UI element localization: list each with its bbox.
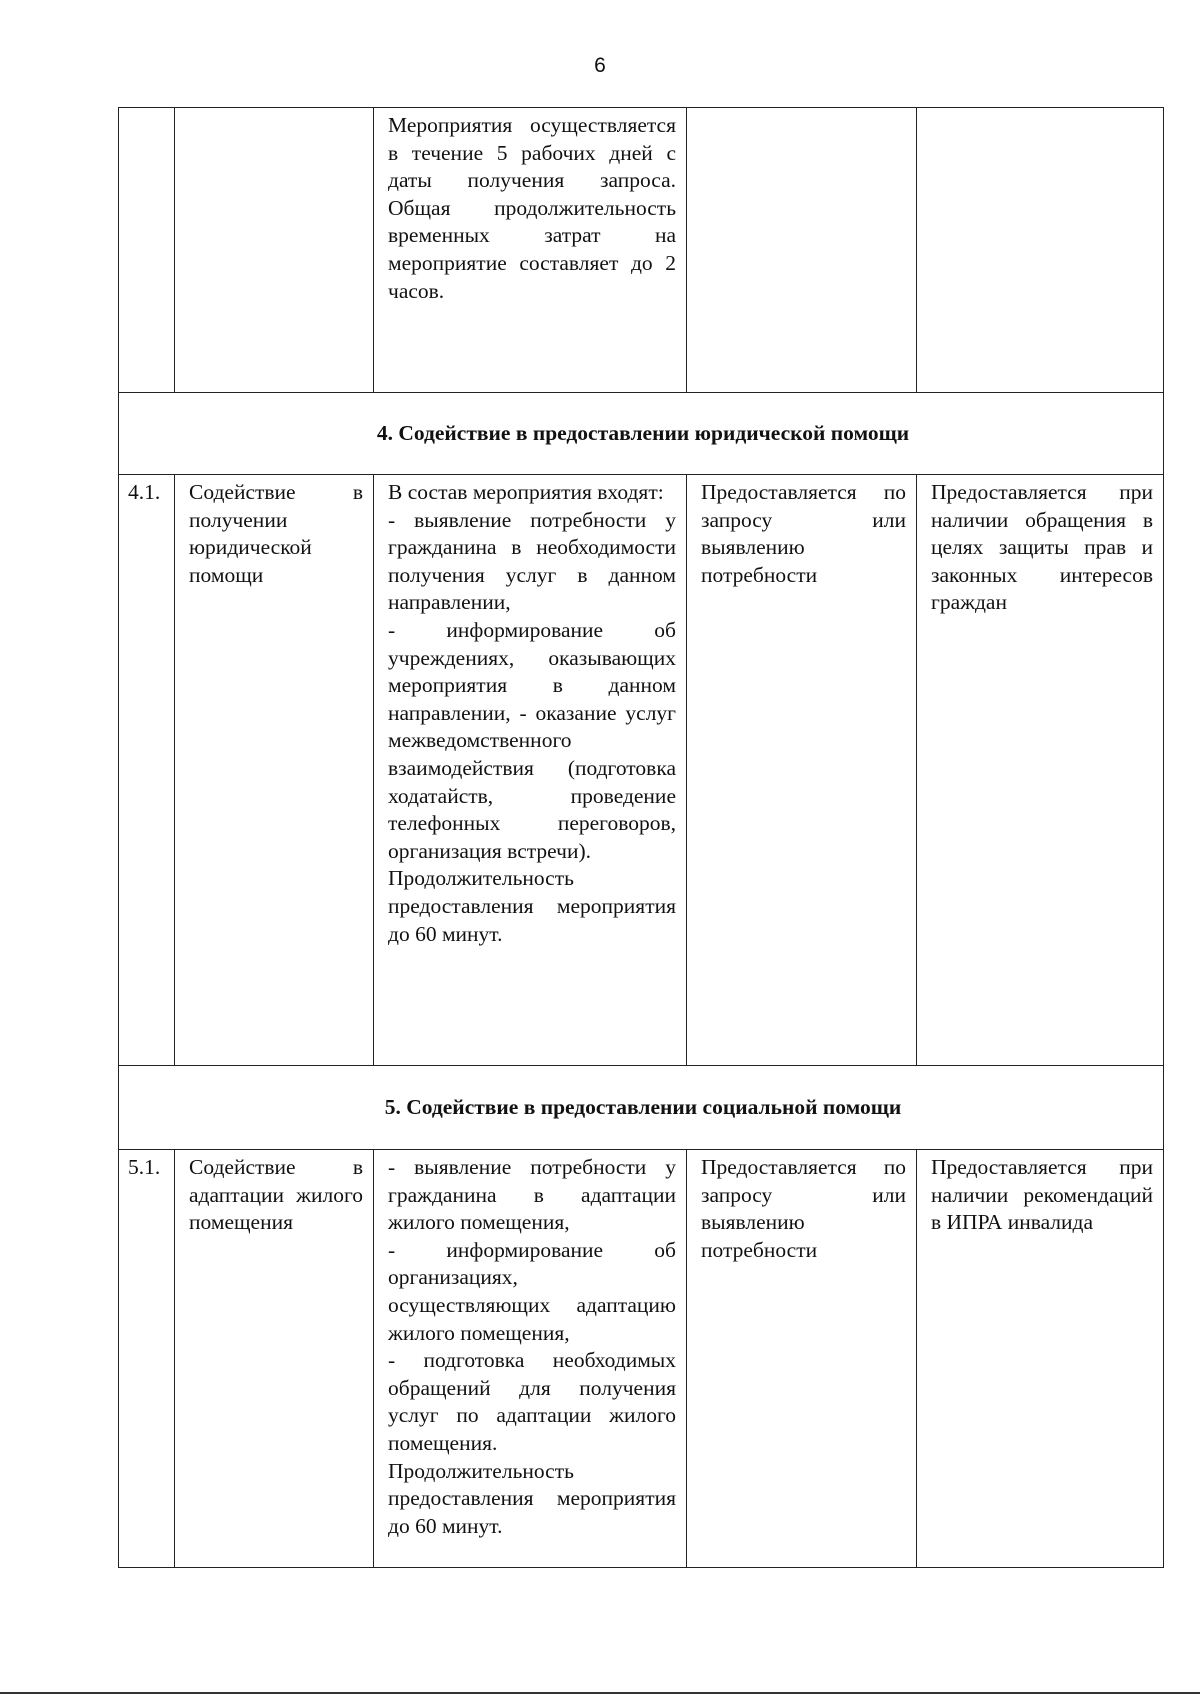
section-heading-row	[119, 1066, 1164, 1150]
cell-basis	[917, 108, 1164, 393]
cell-content: Мероприятия осуществляется в течение 5 рабочих дней с даты получения запроса. Общая продолжительность временных затрат на мероприятие составляет до 2 часов.	[374, 108, 687, 393]
row-basis: Предоставляется при наличии обращения в целях защиты прав и законных интересов граждан	[917, 475, 1164, 1066]
row-number: 5.1.	[119, 1150, 175, 1568]
row-condition: Предоставляется по запросу или выявлению потребности	[687, 475, 917, 1066]
row-name: Содействие в адаптации жилого помещения	[175, 1150, 374, 1568]
section-heading: 5. Содействие в предоставлении социальной помощи	[119, 1066, 1164, 1150]
section-heading-row	[119, 393, 1164, 475]
table-row-continuation	[119, 108, 1164, 393]
row-content: - выявление потребности у гражданина в адаптации жилого помещения, - информирование об организациях, осуществляющих адаптацию жилого помещения, - подготовка необходимых обращений для получения услуг по адаптации жилого помещения. Продолжительность предоставления мероприятия до 60 минут.	[374, 1150, 687, 1568]
row-number: 4.1.	[119, 475, 175, 1066]
cell-name	[175, 108, 374, 393]
row-content: В состав мероприятия входят: - выявление потребности у гражданина в необходимости получения услуг в данном направлении, - информирование об учреждениях, оказывающих мероприятия в данном направлении, - оказание услуг межведомственного взаимодействия (подготовка ходатайств, проведение телефонных переговоров, организация встречи). Продолжительность предоставления мероприятия до 60 минут.	[374, 475, 687, 1066]
page-number: 6	[594, 54, 606, 77]
table-row	[119, 1150, 1164, 1568]
cell-number	[119, 108, 175, 393]
row-condition: Предоставляется по запросу или выявлению потребности	[687, 1150, 917, 1568]
row-basis: Предоставляется при наличии рекомендаций в ИПРА инвалида	[917, 1150, 1164, 1568]
section-heading: 4. Содействие в предоставлении юридической помощи	[119, 393, 1164, 475]
cell-condition	[687, 108, 917, 393]
row-name: Содействие в получении юридической помощи	[175, 475, 374, 1066]
table-row	[119, 475, 1164, 1066]
bottom-rule	[0, 1692, 1200, 1694]
services-table	[118, 107, 1164, 1568]
